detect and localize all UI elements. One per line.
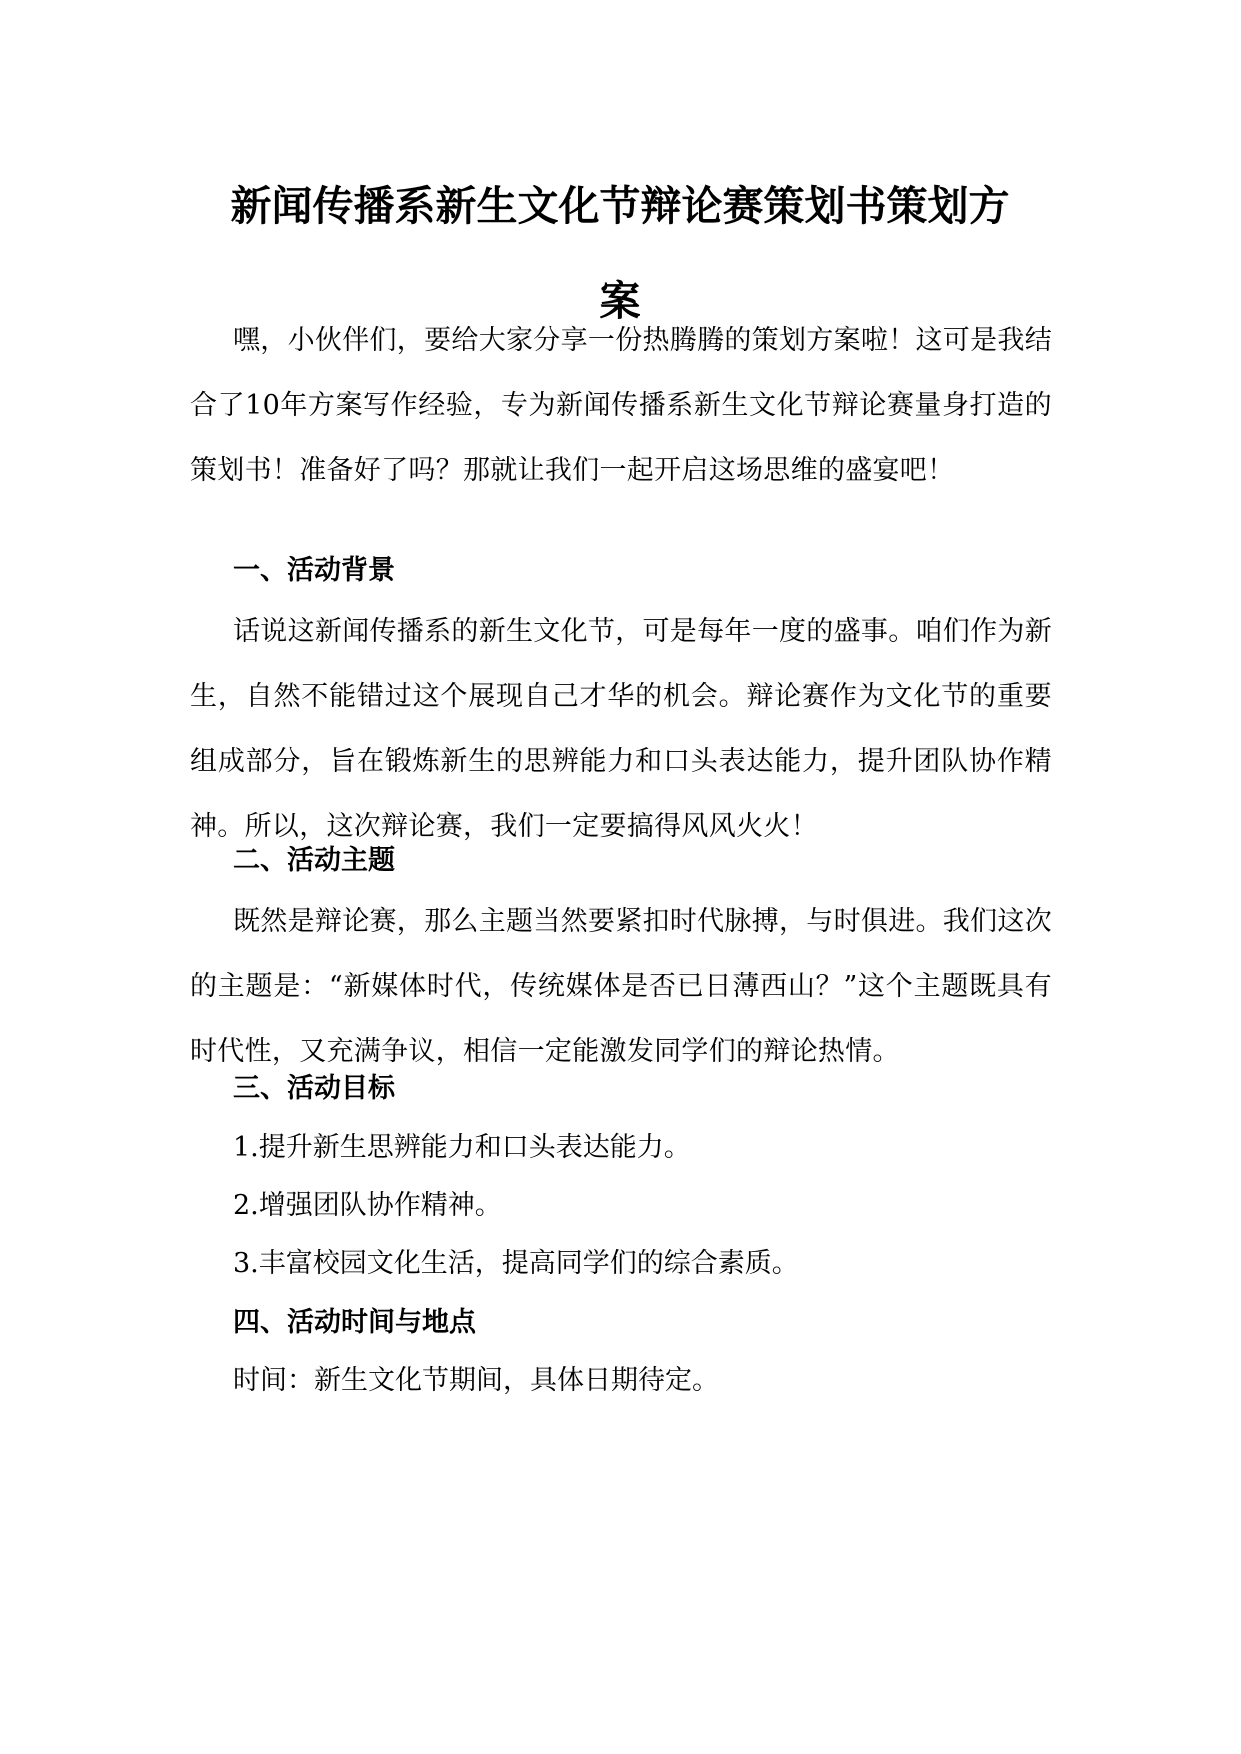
section-heading-background: 一、活动背景	[233, 555, 395, 586]
goal-item: 3.丰富校园文化生活，提高同学们的综合素质。	[233, 1248, 799, 1279]
section-heading-theme: 二、活动主题	[233, 845, 395, 876]
time-line: 时间：新生文化节期间，具体日期待定。	[233, 1365, 719, 1396]
document-title-continued: 案	[599, 277, 641, 325]
section-body-background: 话说这新闻传播系的新生文化节，可是每年一度的盛事。咱们作为新生，自然不能错过这个展现自己才华的机会。辩论赛作为文化节的重要组成部分，旨在锻炼新生的思辨能力和口头表达能力，提升团队协作精神。所以，这次辩论赛，我们一定要搞得风风火火！	[190, 616, 1052, 842]
intro-paragraph: 嘿，小伙伴们，要给大家分享一份热腾腾的策划方案啦！这可是我结合了10年方案写作经验，专为新闻传播系新生文化节辩论赛量身打造的策划书！准备好了吗？那就让我们一起开启这场思维的盛宴吧！	[190, 325, 1052, 486]
goal-item: 2.增强团队协作精神。	[233, 1190, 502, 1221]
section-heading-time-place: 四、活动时间与地点	[233, 1307, 476, 1338]
section-body-theme: 既然是辩论赛，那么主题当然要紧扣时代脉搏，与时俱进。我们这次的主题是：“新媒体时代，传统媒体是否已日薄西山？”这个主题既具有时代性，又充满争议，相信一定能激发同学们的辩论热情。	[190, 906, 1052, 1067]
goal-item: 1.提升新生思辨能力和口头表达能力。	[233, 1132, 691, 1163]
section-heading-goals: 三、活动目标	[233, 1073, 395, 1104]
document-title: 新闻传播系新生文化节辩论赛策划书策划方	[230, 182, 1010, 230]
